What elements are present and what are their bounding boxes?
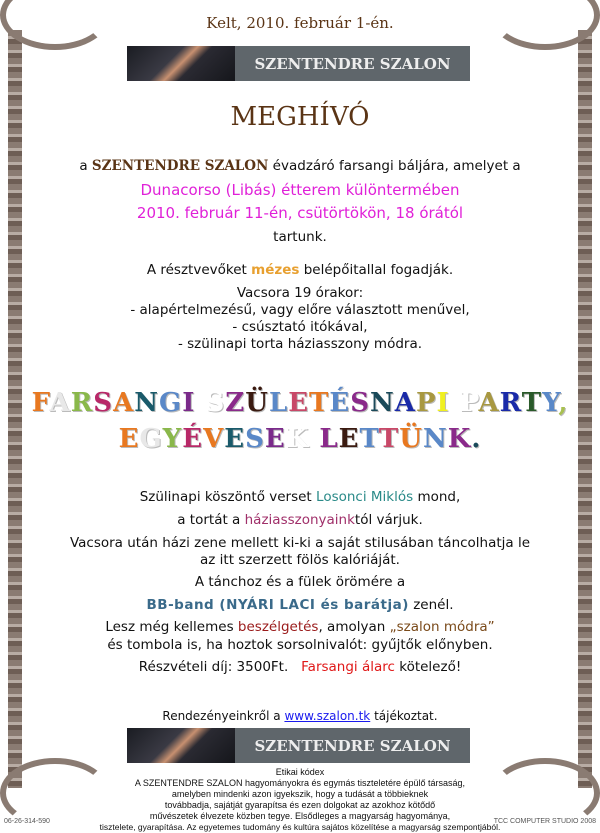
dinner-heading: Vacsora 19 órakor: bbox=[236, 285, 364, 301]
headline-letter: É bbox=[329, 388, 351, 418]
poem-pre: Szülinapi köszöntő verset bbox=[139, 489, 317, 505]
headline-letter: G bbox=[159, 388, 183, 418]
fee-post: kötelező! bbox=[394, 659, 462, 675]
headline-letter: I bbox=[182, 388, 196, 418]
headline-letter: T bbox=[309, 388, 330, 418]
ethics-line: A SZENTENDRE SZALON hagyományokra és egymás tiszteletére épülő társaság, bbox=[134, 778, 466, 788]
headline-letter: E bbox=[118, 424, 140, 454]
headline-letter: Y bbox=[542, 388, 559, 418]
headline-letter: P bbox=[459, 388, 479, 418]
headline-letter bbox=[195, 388, 205, 418]
website-link[interactable]: www.szalon.tk bbox=[284, 709, 371, 723]
intro-pre: a bbox=[79, 158, 92, 174]
headline-letter: E bbox=[288, 388, 310, 418]
cake-who: háziasszonyaink bbox=[244, 512, 355, 528]
headline-letter: N bbox=[370, 388, 395, 418]
poet-name: Losonci Miklós bbox=[316, 489, 414, 505]
headline-letter: G bbox=[139, 424, 163, 454]
dinner-item: - csúsztató itókával, bbox=[232, 319, 368, 335]
headline-letter: S bbox=[93, 388, 114, 418]
info-line bbox=[0, 709, 600, 723]
headline-letter: Ü bbox=[399, 424, 423, 454]
headline-letter: L bbox=[319, 424, 339, 454]
cake-line bbox=[0, 512, 600, 528]
party-headline-2 bbox=[0, 424, 600, 454]
band-post: zenél. bbox=[408, 597, 454, 613]
headline-letter: E bbox=[338, 424, 360, 454]
headline-letter: E bbox=[264, 424, 286, 454]
ethics-title: Etikai kódex bbox=[275, 767, 325, 777]
ethics-line: tisztelete, gyarapítása. Az egyetemes tudomány és kultúra sajátos közelítése a magyarság szempontjából. bbox=[99, 822, 501, 832]
headline-letter: P bbox=[415, 388, 437, 418]
headline-letter: Z bbox=[225, 388, 246, 418]
headline-letter: R bbox=[499, 388, 522, 418]
footer-studio: TCC COMPUTER STUDIO 2008 bbox=[493, 818, 596, 825]
talk-pre: Lesz még kellemes bbox=[105, 619, 238, 635]
poem-post: mond, bbox=[413, 489, 461, 505]
headline-letter: Y bbox=[162, 424, 183, 454]
fee-line bbox=[0, 659, 600, 675]
party-headline-1 bbox=[0, 388, 600, 418]
intro-line bbox=[0, 158, 600, 174]
mask-required: Farsangi álarc bbox=[301, 659, 395, 675]
talk-line bbox=[0, 619, 600, 635]
headline-letter: , bbox=[558, 388, 569, 418]
headline-letter: T bbox=[378, 424, 400, 454]
welcome-post: belépőitallal fogadják. bbox=[299, 262, 454, 278]
dinner-item: - alapértelmezésű, vagy előre választott menűvel, bbox=[130, 302, 470, 318]
headline-letter: F bbox=[31, 388, 50, 418]
fee-text: Részvételi díj: 3500Ft. bbox=[138, 659, 289, 675]
headline-letter: S bbox=[205, 388, 226, 418]
intro-post: évadzáró farsangi báljára, amelyet a bbox=[268, 158, 521, 174]
headline-letter: I bbox=[436, 388, 450, 418]
headline-letter: A bbox=[49, 388, 71, 418]
tartunk: tartunk. bbox=[273, 229, 327, 245]
headline-letter: N bbox=[422, 424, 448, 454]
headline-letter: É bbox=[182, 424, 204, 454]
headline-letter: A bbox=[394, 388, 416, 418]
talk-quote: „szalon módra” bbox=[389, 619, 495, 635]
headline-letter: Ü bbox=[245, 388, 269, 418]
ethics-line: művészetek élvezete közben tegye. Elsődleges a magyarság hagyománya, bbox=[149, 811, 451, 821]
headline-letter: A bbox=[113, 388, 135, 418]
headline-letter: T bbox=[521, 388, 543, 418]
headline-letter: . bbox=[471, 424, 482, 454]
tombola-line: és tombola is, ha hoztok sorsolnivalót: gyűjtők előnyben. bbox=[107, 637, 493, 653]
cake-pre: a tortát a bbox=[177, 512, 245, 528]
dance-line-2: az itt szerzett fölös kalóriáját. bbox=[200, 552, 400, 568]
header-banner bbox=[127, 46, 470, 81]
welcome-pre: A résztvevőket bbox=[146, 262, 252, 278]
band-name: BB-band (NYÁRI LACI és barátja) bbox=[146, 597, 409, 613]
banner-title: SZENTENDRE SZALON bbox=[254, 736, 451, 755]
footer-phone: 06-26-314-590 bbox=[4, 818, 50, 825]
headline-letter bbox=[450, 388, 460, 418]
headline-letter: R bbox=[70, 388, 94, 418]
footer-banner bbox=[127, 728, 470, 763]
ethics-line: amelyben mindenki azon igyekszik, hogy a tudását a többieknek bbox=[171, 789, 429, 799]
talk-mid: , amolyan bbox=[318, 619, 390, 635]
venue: Dunacorso (Libás) étterem különtermében bbox=[140, 181, 460, 199]
banner-title: SZENTENDRE SZALON bbox=[254, 54, 451, 73]
headline-letter: K bbox=[447, 424, 472, 454]
poem-line bbox=[0, 489, 600, 505]
headline-letter: L bbox=[268, 388, 289, 418]
cake-post: tól várjuk. bbox=[354, 512, 423, 528]
dinner-item: - szülinapi torta háziasszony módra. bbox=[177, 336, 423, 352]
handshake-image bbox=[127, 728, 235, 763]
event-time: 2010. február 11-én, csütörtökön, 18 órától bbox=[136, 204, 464, 222]
band-line bbox=[0, 597, 600, 613]
talk-word: beszélgetés bbox=[237, 619, 319, 635]
headline-letter: T bbox=[359, 424, 379, 454]
headline-letter: K bbox=[285, 424, 310, 454]
headline-letter bbox=[309, 424, 319, 454]
headline-letter: E bbox=[224, 424, 246, 454]
info-post: tájékoztat. bbox=[370, 709, 438, 723]
page-title: MEGHÍVÓ bbox=[230, 102, 370, 132]
org-name: SZENTENDRE SZALON bbox=[91, 158, 269, 174]
headline-letter: N bbox=[134, 388, 160, 418]
ethics-line: továbbadja, sajátját gyarapítsa és ezen dolgokat az azokhoz kötődő bbox=[164, 800, 436, 810]
headline-letter: S bbox=[350, 388, 371, 418]
headline-letter: A bbox=[478, 388, 500, 418]
headline-letter: S bbox=[245, 424, 265, 454]
dance-line-1: Vacsora után házi zene mellett ki-ki a saját stilusában táncolhatja le bbox=[69, 535, 531, 551]
headline-letter: V bbox=[203, 424, 225, 454]
info-pre: Rendezényeinkről a bbox=[162, 709, 285, 723]
date-line: Kelt, 2010. február 1-én. bbox=[206, 14, 394, 32]
welcome-line bbox=[0, 262, 600, 278]
welcome-honey: mézes bbox=[251, 262, 300, 278]
handshake-image bbox=[127, 46, 235, 81]
music-line: A tánchoz és a fülek örömére a bbox=[194, 574, 406, 590]
